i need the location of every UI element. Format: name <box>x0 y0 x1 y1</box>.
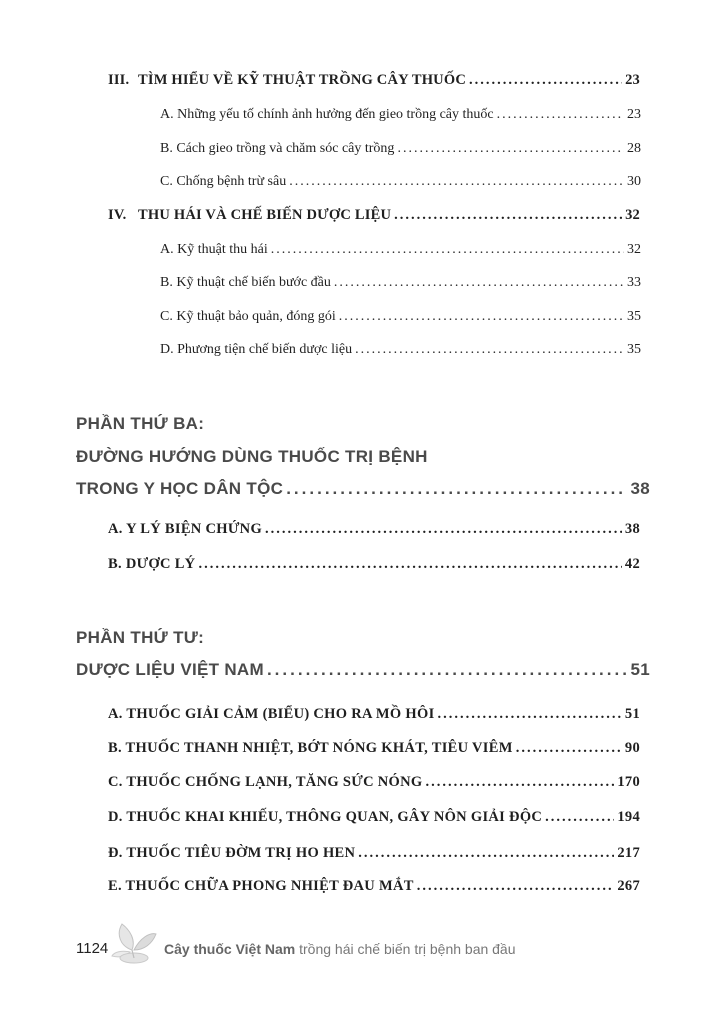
section-number: IV. <box>108 207 127 223</box>
dot-leader <box>469 72 622 89</box>
dot-leader <box>286 479 627 499</box>
toc-section-iii[interactable] <box>108 72 640 89</box>
toc-item[interactable] <box>160 242 641 258</box>
toc-item-label: A. Những yếu tố chính ảnh hưởng đến gieo trồng cây thuốc <box>160 107 494 122</box>
page-number: 194 <box>617 809 640 825</box>
page-number: 33 <box>627 275 641 290</box>
toc-item-label: A. Y LÝ BIỆN CHỨNG <box>108 521 263 537</box>
page-number: 35 <box>627 309 641 324</box>
toc-item-label: B. Kỹ thuật chế biến bước đầu <box>160 275 331 290</box>
toc-item-label: Đ. THUỐC TIÊU ĐỜM TRỊ HO HEN <box>108 845 356 861</box>
toc-item-label: C. Kỹ thuật bảo quản, đóng gói <box>160 309 336 324</box>
dot-leader <box>198 556 621 573</box>
toc-part-three[interactable] <box>76 479 650 499</box>
toc-item[interactable] <box>108 774 640 791</box>
part-three-title: ĐƯỜNG HƯỚNG DÙNG THUỐC TRỊ BỆNH <box>76 447 428 466</box>
page-number: 170 <box>617 774 640 790</box>
part-three-heading: PHẦN THỨ BA: <box>76 414 205 433</box>
leaf-logo-icon <box>110 920 158 966</box>
toc-item[interactable] <box>160 275 641 291</box>
toc-item[interactable] <box>160 309 641 325</box>
dot-leader <box>265 521 622 538</box>
part-four-heading: PHẦN THỨ TƯ: <box>76 628 205 647</box>
page-number: 90 <box>624 740 640 756</box>
toc-item[interactable] <box>108 809 640 826</box>
toc-item-label: E. THUỐC CHỮA PHONG NHIỆT ĐAU MẮT <box>108 878 414 894</box>
toc-section-label <box>108 207 391 224</box>
toc-item-label: C. THUỐC CHỐNG LẠNH, TĂNG SỨC NÓNG <box>108 774 423 790</box>
dot-leader <box>289 174 624 190</box>
toc-item-label: D. THUỐC KHAI KHIẾU, THÔNG QUAN, GÂY NÔN GIẢI ĐỘC <box>108 809 543 825</box>
toc-item-label: A. Kỹ thuật thu hái <box>160 242 268 257</box>
page-number: 51 <box>624 706 640 722</box>
toc-item[interactable] <box>108 845 640 862</box>
toc-item-label: B. THUỐC THANH NHIỆT, BỚT NÓNG KHÁT, TIÊU VIÊM <box>108 740 513 756</box>
toc-item[interactable] <box>160 174 641 190</box>
toc-item[interactable] <box>160 107 641 123</box>
toc-item[interactable] <box>108 878 640 895</box>
toc-section-label <box>108 72 466 89</box>
page-number: 30 <box>627 174 641 189</box>
toc-part-four[interactable] <box>76 660 650 680</box>
toc-item-label: B. DƯỢC LÝ <box>108 556 196 572</box>
toc-item-label: C. Chống bệnh trừ sâu <box>160 174 287 189</box>
toc-section-iv[interactable] <box>108 207 640 224</box>
dot-leader <box>355 342 624 358</box>
dot-leader <box>358 845 614 862</box>
page-number: 23 <box>625 72 640 88</box>
book-title-rest: trồng hái chế biến trị bệnh ban đầu <box>295 941 516 957</box>
book-title-bold: Cây thuốc Việt Nam <box>164 941 296 957</box>
footer-page-number: 1124 <box>76 940 109 957</box>
dot-leader <box>267 660 628 680</box>
footer-book-title <box>164 941 516 957</box>
toc-item[interactable] <box>108 740 640 757</box>
dot-leader <box>516 740 622 757</box>
dot-leader <box>417 878 615 895</box>
dot-leader <box>394 207 622 224</box>
toc-item-label: B. Cách gieo trồng và chăm sóc cây trồng <box>160 141 395 156</box>
toc-item[interactable] <box>160 342 641 358</box>
page-number: 38 <box>630 479 650 498</box>
page-number: 32 <box>627 242 641 257</box>
toc-item[interactable] <box>108 706 640 723</box>
dot-leader <box>397 141 624 157</box>
toc-item-label: A. THUỐC GIẢI CẢM (BIỂU) CHO RA MỒ HÔI <box>108 706 435 722</box>
section-number: III. <box>108 72 130 88</box>
toc-item[interactable] <box>108 521 640 538</box>
page-number: 35 <box>627 342 641 357</box>
dot-leader <box>438 706 622 723</box>
toc-item[interactable] <box>160 141 641 157</box>
part-three-subtitle: TRONG Y HỌC DÂN TỘC <box>76 479 284 498</box>
section-title: THU HÁI VÀ CHẾ BIẾN DƯỢC LIỆU <box>138 207 392 223</box>
page-number: 267 <box>617 878 640 894</box>
dot-leader <box>497 107 624 123</box>
section-title: TÌM HIỂU VỀ KỸ THUẬT TRỒNG CÂY THUỐC <box>138 72 467 88</box>
dot-leader <box>339 309 624 325</box>
page-number: 32 <box>625 207 640 223</box>
page-number: 23 <box>627 107 641 122</box>
toc-item[interactable] <box>108 556 640 573</box>
page-number: 51 <box>630 660 650 679</box>
page-number: 217 <box>617 845 640 861</box>
page-number: 28 <box>627 141 641 156</box>
dot-leader <box>271 242 624 258</box>
page-footer <box>76 920 676 980</box>
dot-leader <box>545 809 614 826</box>
page-number: 38 <box>624 521 640 537</box>
toc-item-label: D. Phương tiện chế biến dược liệu <box>160 342 353 357</box>
page-number: 42 <box>624 556 640 572</box>
dot-leader <box>425 774 614 791</box>
dot-leader <box>334 275 624 291</box>
part-four-title: DƯỢC LIỆU VIỆT NAM <box>76 660 264 679</box>
